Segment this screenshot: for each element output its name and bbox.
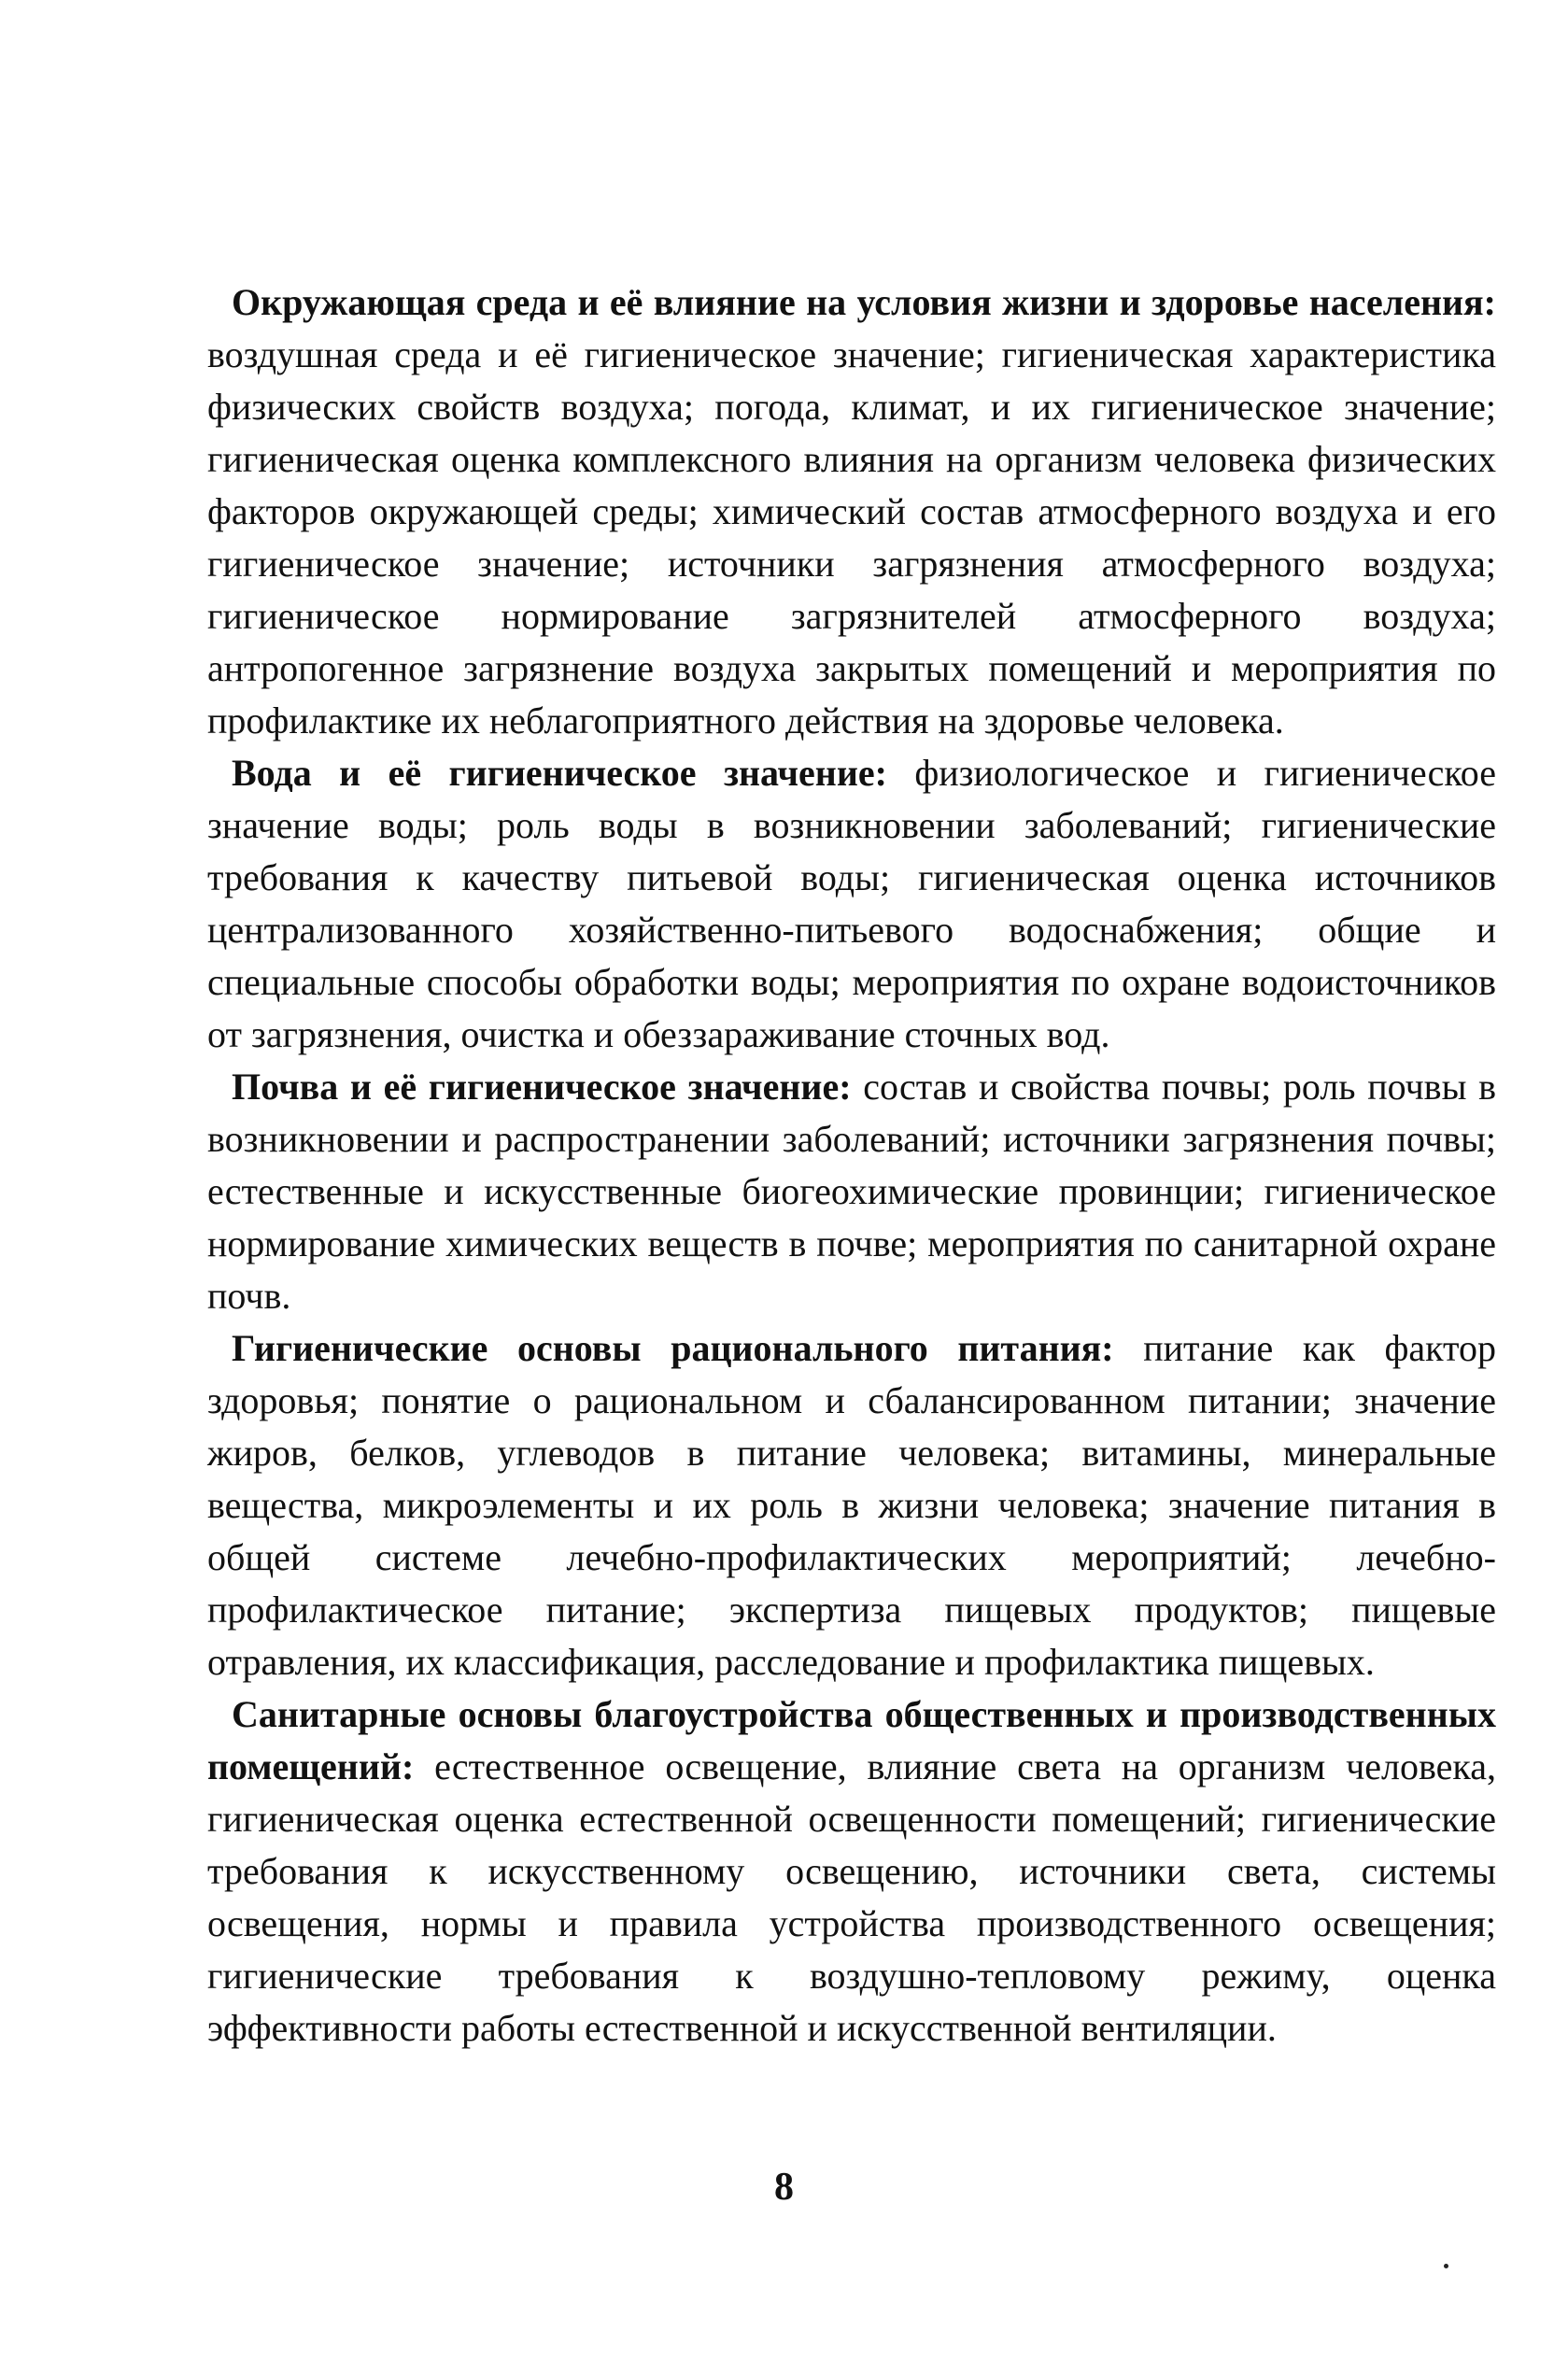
paragraph-heading: Почва и её гигиеническое значение: (232, 1066, 852, 1108)
paragraph-body: состав и свойства почвы; роль почвы в возникновении и распространении заболеваний; источники загрязнения почвы; естественные и искусственные биогеохимические провинции; гигиеническое нормирование химических веществ в почве; мероприятия по санитарной охране почв. (207, 1066, 1496, 1317)
paragraph-heading: Окружающая среда и её влияние на условия жизни и здоровье населения: (232, 281, 1496, 323)
paragraph-body: питание как фактор здоровья; понятие о рациональном и сбалансированном питании; значение жиров, белков, углеводов в питание человека; витамины, минеральные вещества, микроэлементы и их роль в жизни человека; значение питания в общей системе лечебно-профилактических мероприятий; лечебно-профилактическое питание; экспертиза пищевых продуктов; пищевые отравления, их классификация, расследование и профилактика пищевых. (207, 1327, 1496, 1683)
paragraph-body: воздушная среда и её гигиеническое значение; гигиеническая характеристика физических свойств воздуха; погода, климат, и их гигиеническое значение; гигиеническая оценка комплексного влияния на организм человека физических факторов окружающей среды; химический состав атмосферного воздуха и его гигиеническое значение; источники загрязнения атмосферного воздуха; гигиеническое нормирование загрязнителей атмосферного воздуха; антропогенное загрязнение воздуха закрытых помещений и мероприятия по профилактике их неблагоприятного действия на здоровье человека. (207, 333, 1496, 742)
main-text (207, 276, 1496, 2055)
page-number: 8 (774, 2166, 794, 2209)
paragraph-body: физиологическое и гигиеническое значение воды; роль воды в возникновении заболеваний; гигиенические требования к качеству питьевой воды; гигиеническая оценка источников централизованного хозяйственно-питьевого водоснабжения; общие и специальные способы обработки воды; мероприятия по охране водоисточников от загрязнения, очистка и обеззараживание сточных вод. (207, 752, 1497, 1055)
paragraph-body: естественное освещение, влияние света на организм человека, гигиеническая оценка естественной освещенности помещений; гигиенические требования к искусственному освещению, источники света, системы освещения, нормы и правила устройства производственного освещения; гигиенические требования к воздушно-тепловому режиму, оценка эффективности работы естественной и искусственной вентиляции. (207, 1745, 1496, 2049)
paragraph-premises (207, 1688, 1496, 2055)
paragraph-heading: Гигиенические основы рационального питания: (232, 1327, 1114, 1369)
paragraph-water (207, 747, 1496, 1061)
paragraph-environment (207, 276, 1496, 747)
paragraph-soil (207, 1061, 1496, 1322)
paragraph-nutrition (207, 1322, 1496, 1688)
paragraph-heading: Вода и её гигиеническое значение: (232, 752, 887, 794)
scan-speck (1444, 2264, 1448, 2268)
paragraph-heading: Санитарные основы благоустройства общественных и производственных помещений: (207, 1693, 1496, 1787)
